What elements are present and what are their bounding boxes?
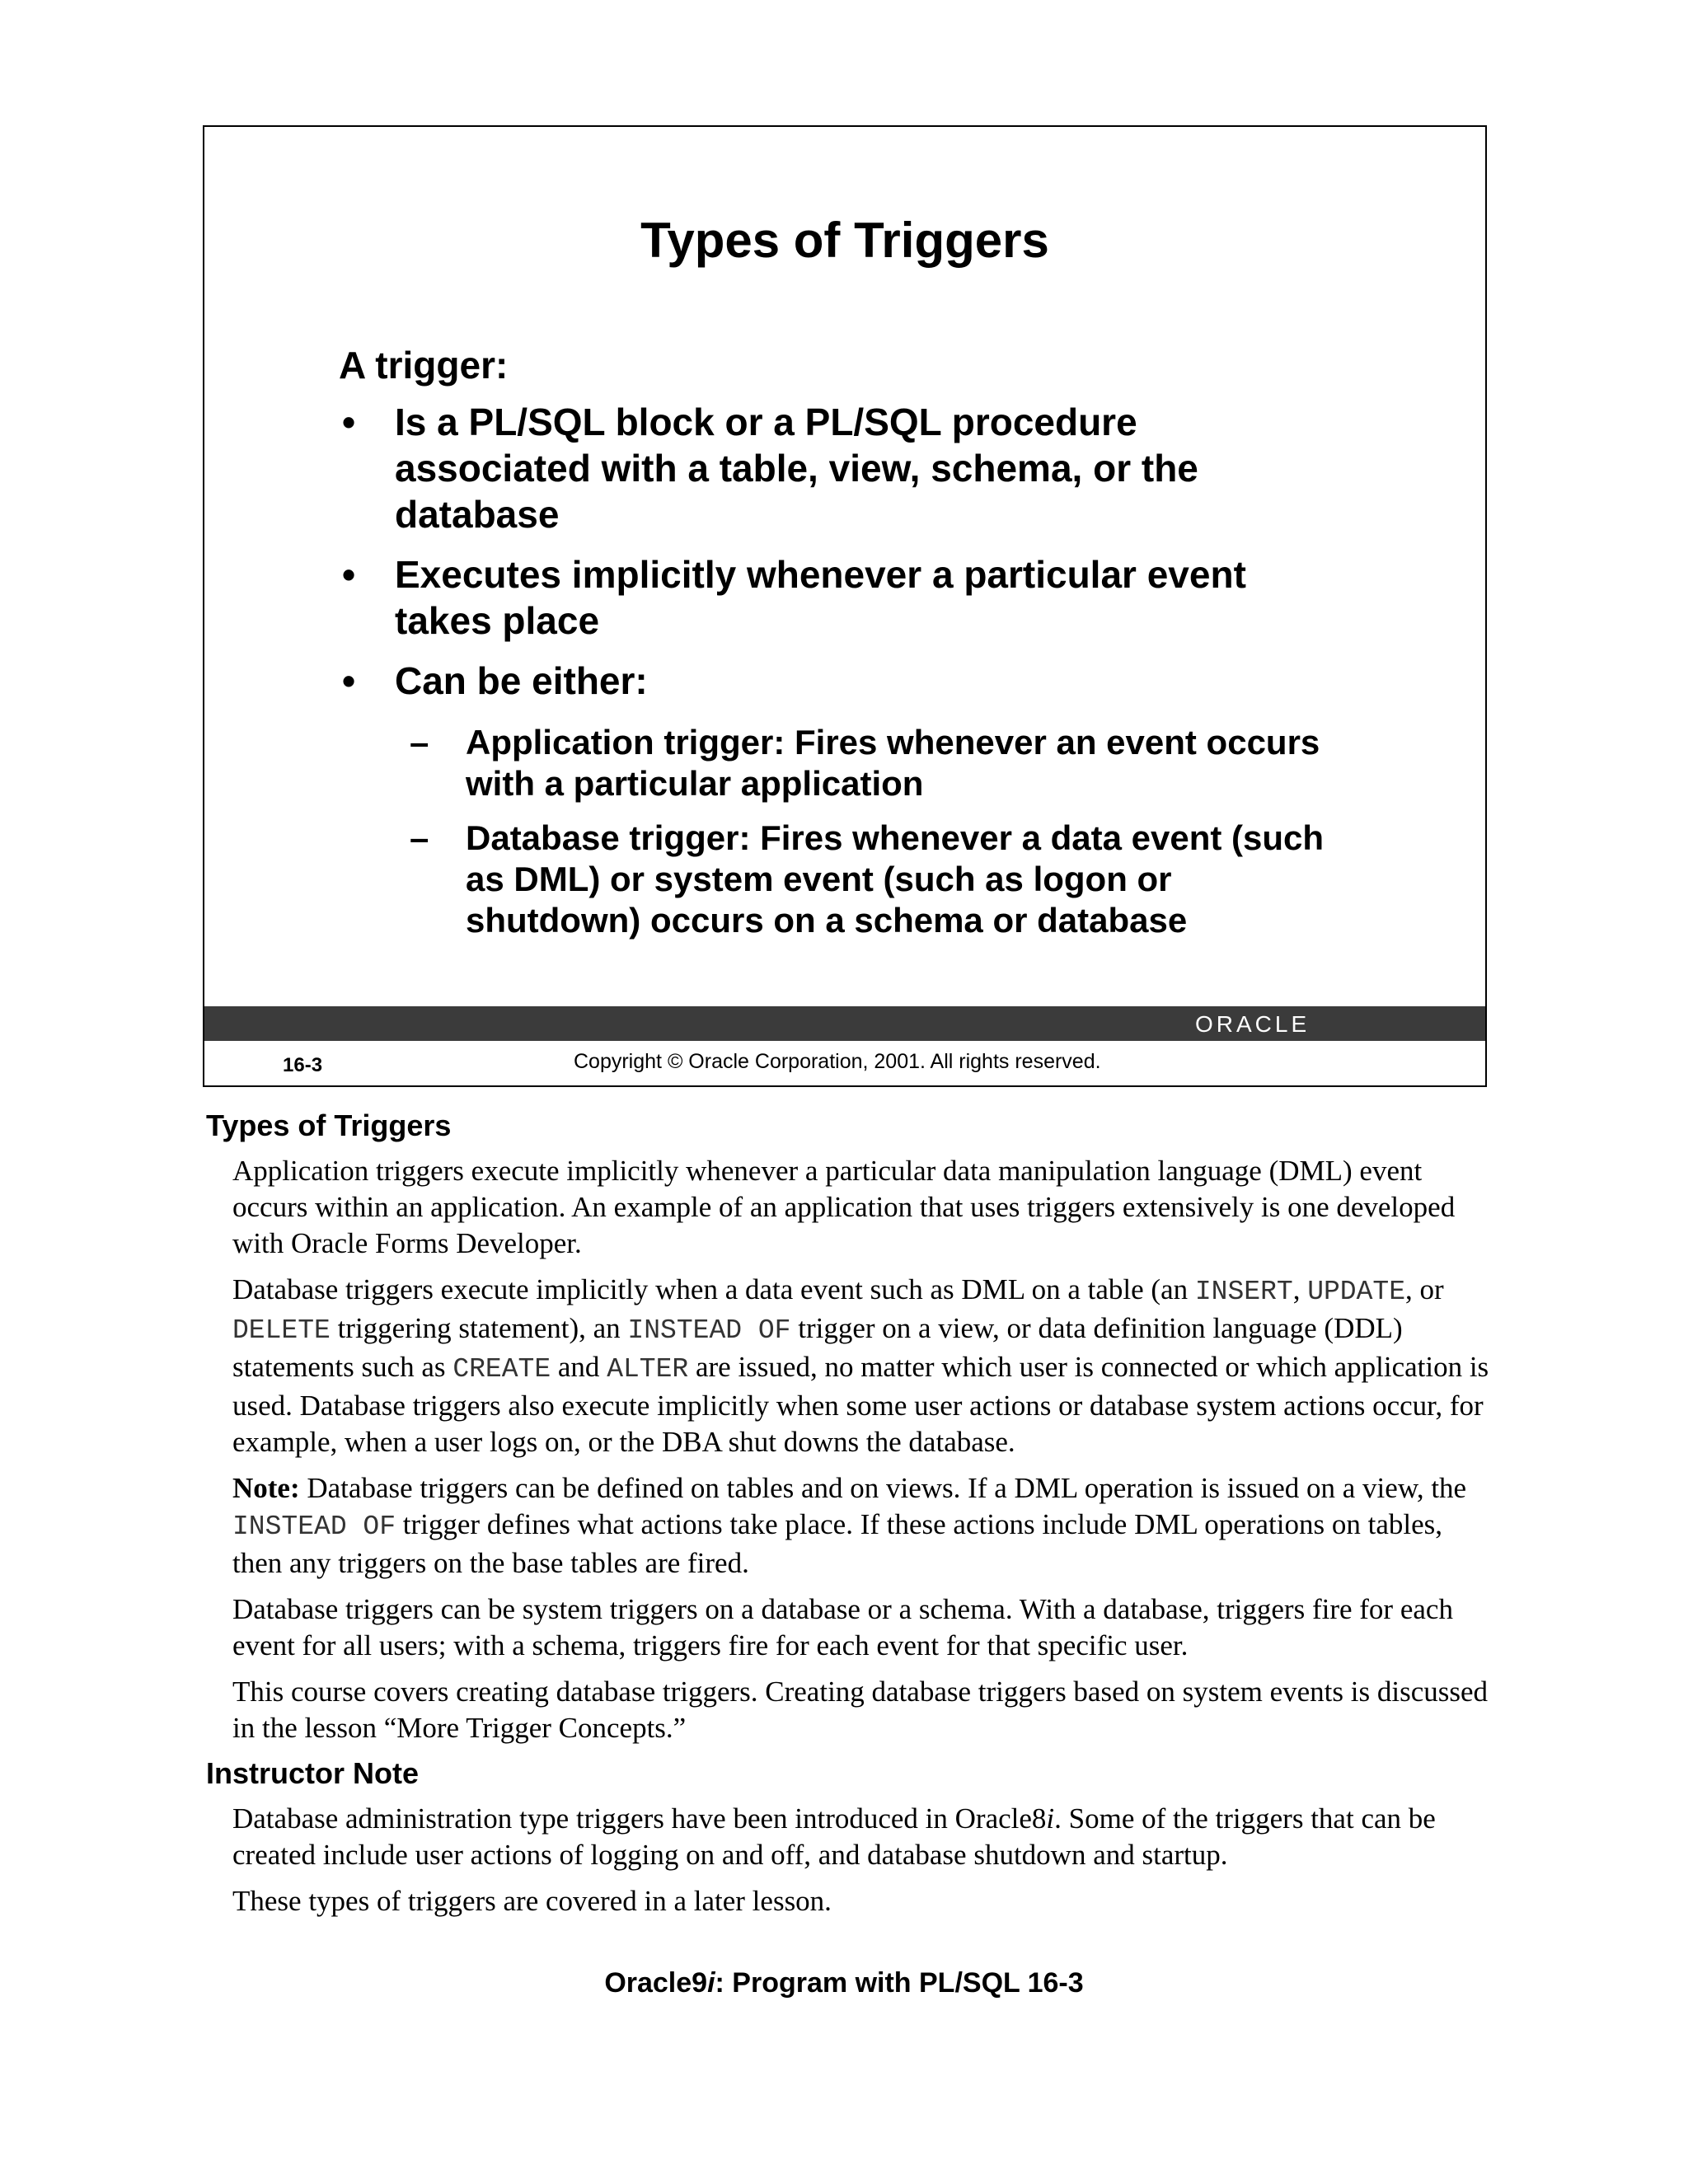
bullet-text: Can be either:	[395, 659, 648, 702]
code-run: INSERT	[1194, 1277, 1293, 1307]
oracle-logo-text: ORACLE	[1195, 1011, 1311, 1037]
code-run: ALTER	[607, 1354, 689, 1385]
slide-intro: A trigger:	[339, 344, 509, 387]
oracle-logo-icon	[1195, 1010, 1360, 1037]
text-run: , or	[1405, 1273, 1444, 1305]
notes-paragraph: Application triggers execute implicitly whenever a particular data manipulation language (DML) event occurs within an application. An example of an application that uses triggers extensively is one developed with Oracle Forms Developer.	[232, 1155, 1456, 1259]
italic-run: i	[707, 1967, 715, 1999]
sub-bullet-item	[395, 722, 1328, 804]
page-footer	[0, 1967, 1688, 1999]
dash-icon: –	[410, 818, 429, 857]
instructor-paragraph	[232, 1801, 1492, 1873]
code-run: INSTEAD OF	[627, 1315, 791, 1346]
notes-heading: Types of Triggers	[206, 1108, 452, 1142]
bullet-text: Executes implicitly whenever a particular event takes place	[395, 553, 1246, 642]
bullet-item	[339, 399, 1328, 537]
note-label: Note:	[232, 1472, 300, 1504]
dash-icon: –	[410, 723, 429, 762]
bullet-dot-icon: •	[342, 401, 356, 443]
code-run: INSTEAD OF	[232, 1511, 396, 1542]
slide-frame	[203, 125, 1487, 1087]
bullet-dot-icon: •	[342, 553, 356, 596]
text-run: trigger defines what actions take place. If these actions include DML operations on tables, then any triggers on the base tables are fired.	[232, 1508, 1442, 1579]
sub-bullet-item	[395, 818, 1328, 941]
text-run: ,	[1292, 1273, 1308, 1305]
text-run: Database triggers execute implicitly when a data event such as DML on a table (an	[232, 1273, 1195, 1305]
slide-bullet-list	[339, 399, 1328, 955]
notes-paragraph	[232, 1272, 1492, 1460]
slide-footer-bar	[204, 1006, 1485, 1041]
copyright-text: Copyright © Oracle Corporation, 2001. All rights reserved.	[574, 1050, 1101, 1073]
code-run: CREATE	[452, 1354, 551, 1385]
text-run: . Some of the triggers that can be created include user actions of logging on and off, and database shutdown and startup.	[232, 1802, 1436, 1871]
sub-bullet-list	[395, 722, 1328, 941]
bullet-text: Is a PL/SQL block or a PL/SQL procedure associated with a table, view, schema, or the database	[395, 401, 1198, 536]
text-run: triggering statement), an	[330, 1312, 628, 1344]
notes-paragraph: Database triggers can be system triggers on a database or a schema. With a database, triggers fire for each event for all users; with a schema, triggers fire for each event for that specific user.	[232, 1593, 1453, 1661]
oracle-logo	[1195, 1010, 1360, 1037]
bullet-item	[339, 658, 1328, 941]
notes-paragraph	[232, 1470, 1492, 1582]
bullet-item	[339, 551, 1328, 644]
slide-number: 16-3	[283, 1054, 323, 1076]
italic-run: i	[1046, 1802, 1055, 1835]
sub-bullet-text: Application trigger: Fires whenever an event occurs with a particular application	[466, 723, 1320, 803]
slide-title: Types of Triggers	[640, 213, 1049, 268]
text-run: : Program with PL/SQL 16-3	[715, 1967, 1084, 1999]
code-run: UPDATE	[1307, 1277, 1406, 1307]
text-run: and	[551, 1351, 607, 1383]
code-run: DELETE	[232, 1315, 331, 1346]
text-run: Database triggers can be defined on tables and on views. If a DML operation is issued on a view, the	[299, 1472, 1467, 1504]
text-run: Database administration type triggers have been introduced in Oracle8	[232, 1802, 1047, 1835]
notes-section	[206, 1108, 1492, 1929]
notes-paragraph: This course covers creating database triggers. Creating database triggers based on system events is discussed in the lesson “More Trigger Concepts.”	[232, 1675, 1489, 1744]
sub-bullet-text: Database trigger: Fires whenever a data event (such as DML) or system event (such as logon or shutdown) occurs on a schema or database	[466, 818, 1325, 940]
text-run: are issued, no matter which user is connected or which application is used. Database triggers also execute implicitly when some user actions or database system actions occur, for example, when a user logs on, or the DBA shut downs the database.	[232, 1351, 1489, 1458]
bullet-dot-icon: •	[342, 659, 356, 702]
instructor-paragraph: These types of triggers are covered in a later lesson.	[232, 1885, 832, 1917]
instructor-heading: Instructor Note	[206, 1756, 420, 1790]
text-run: Oracle9	[604, 1967, 708, 1999]
text-run: trigger on a view, or data definition language (DDL) statements such as	[232, 1312, 1403, 1383]
